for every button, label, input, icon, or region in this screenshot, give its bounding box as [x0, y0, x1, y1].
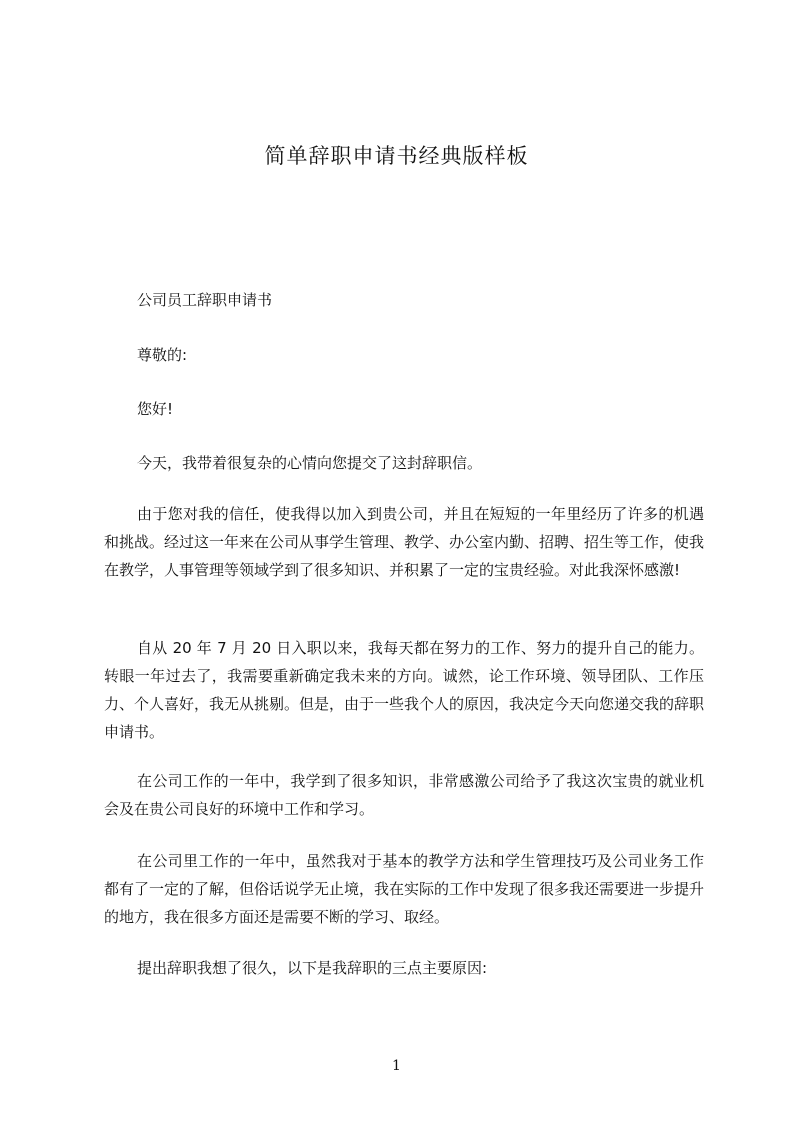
subject-line: 公司员工辞职申请书: [137, 291, 273, 309]
page-number: 1: [392, 1058, 401, 1074]
body-paragraph-learning: 在公司工作的一年中，我学到了很多知识，非常感激公司给予了我这次宝贵的就业机会及在贵公司良好的环境中工作和学习。: [104, 772, 704, 818]
reasons-intro: 提出辞职我想了很久，以下是我辞职的三点主要原因:: [137, 959, 488, 977]
body-paragraph-reason: 自从 20 年 7 月 20 日入职以来，我每天都在努力的工作、努力的提升自己的能力。转眼一年过去了，我需要重新确定我未来的方向。诚然，论工作环境、领导团队、工作压力、个人喜好，我无从挑剔。但是，由于一些我个人的原因，我决定今天向您递交我的辞职申请书。: [104, 639, 705, 741]
body-paragraph-gratitude: 由于您对我的信任，使我得以加入到贵公司，并且在短短的一年里经历了许多的机遇和挑战。经过这一年来在公司从事学生管理、教学、办公室内勤、招聘、招生等工作，使我在教学，人事管理等领域学到了很多知识、并积累了一定的宝贵经验。对此我深怀感激!: [104, 505, 705, 579]
greeting: 您好!: [137, 400, 174, 418]
body-paragraph-improvement: 在公司里工作的一年中，虽然我对于基本的教学方法和学生管理技巧及公司业务工作都有了一定的了解，但俗话说学无止境，我在实际的工作中发现了很多我还需要进一步提升的地方，我在很多方面还是需要不断的学习、取经。: [104, 852, 705, 926]
opening-paragraph: 今天，我带着很复杂的心情向您提交了这封辞职信。: [137, 454, 483, 472]
document-title: 简单辞职申请书经典版样板: [264, 144, 529, 168]
salutation: 尊敬的:: [137, 346, 188, 364]
